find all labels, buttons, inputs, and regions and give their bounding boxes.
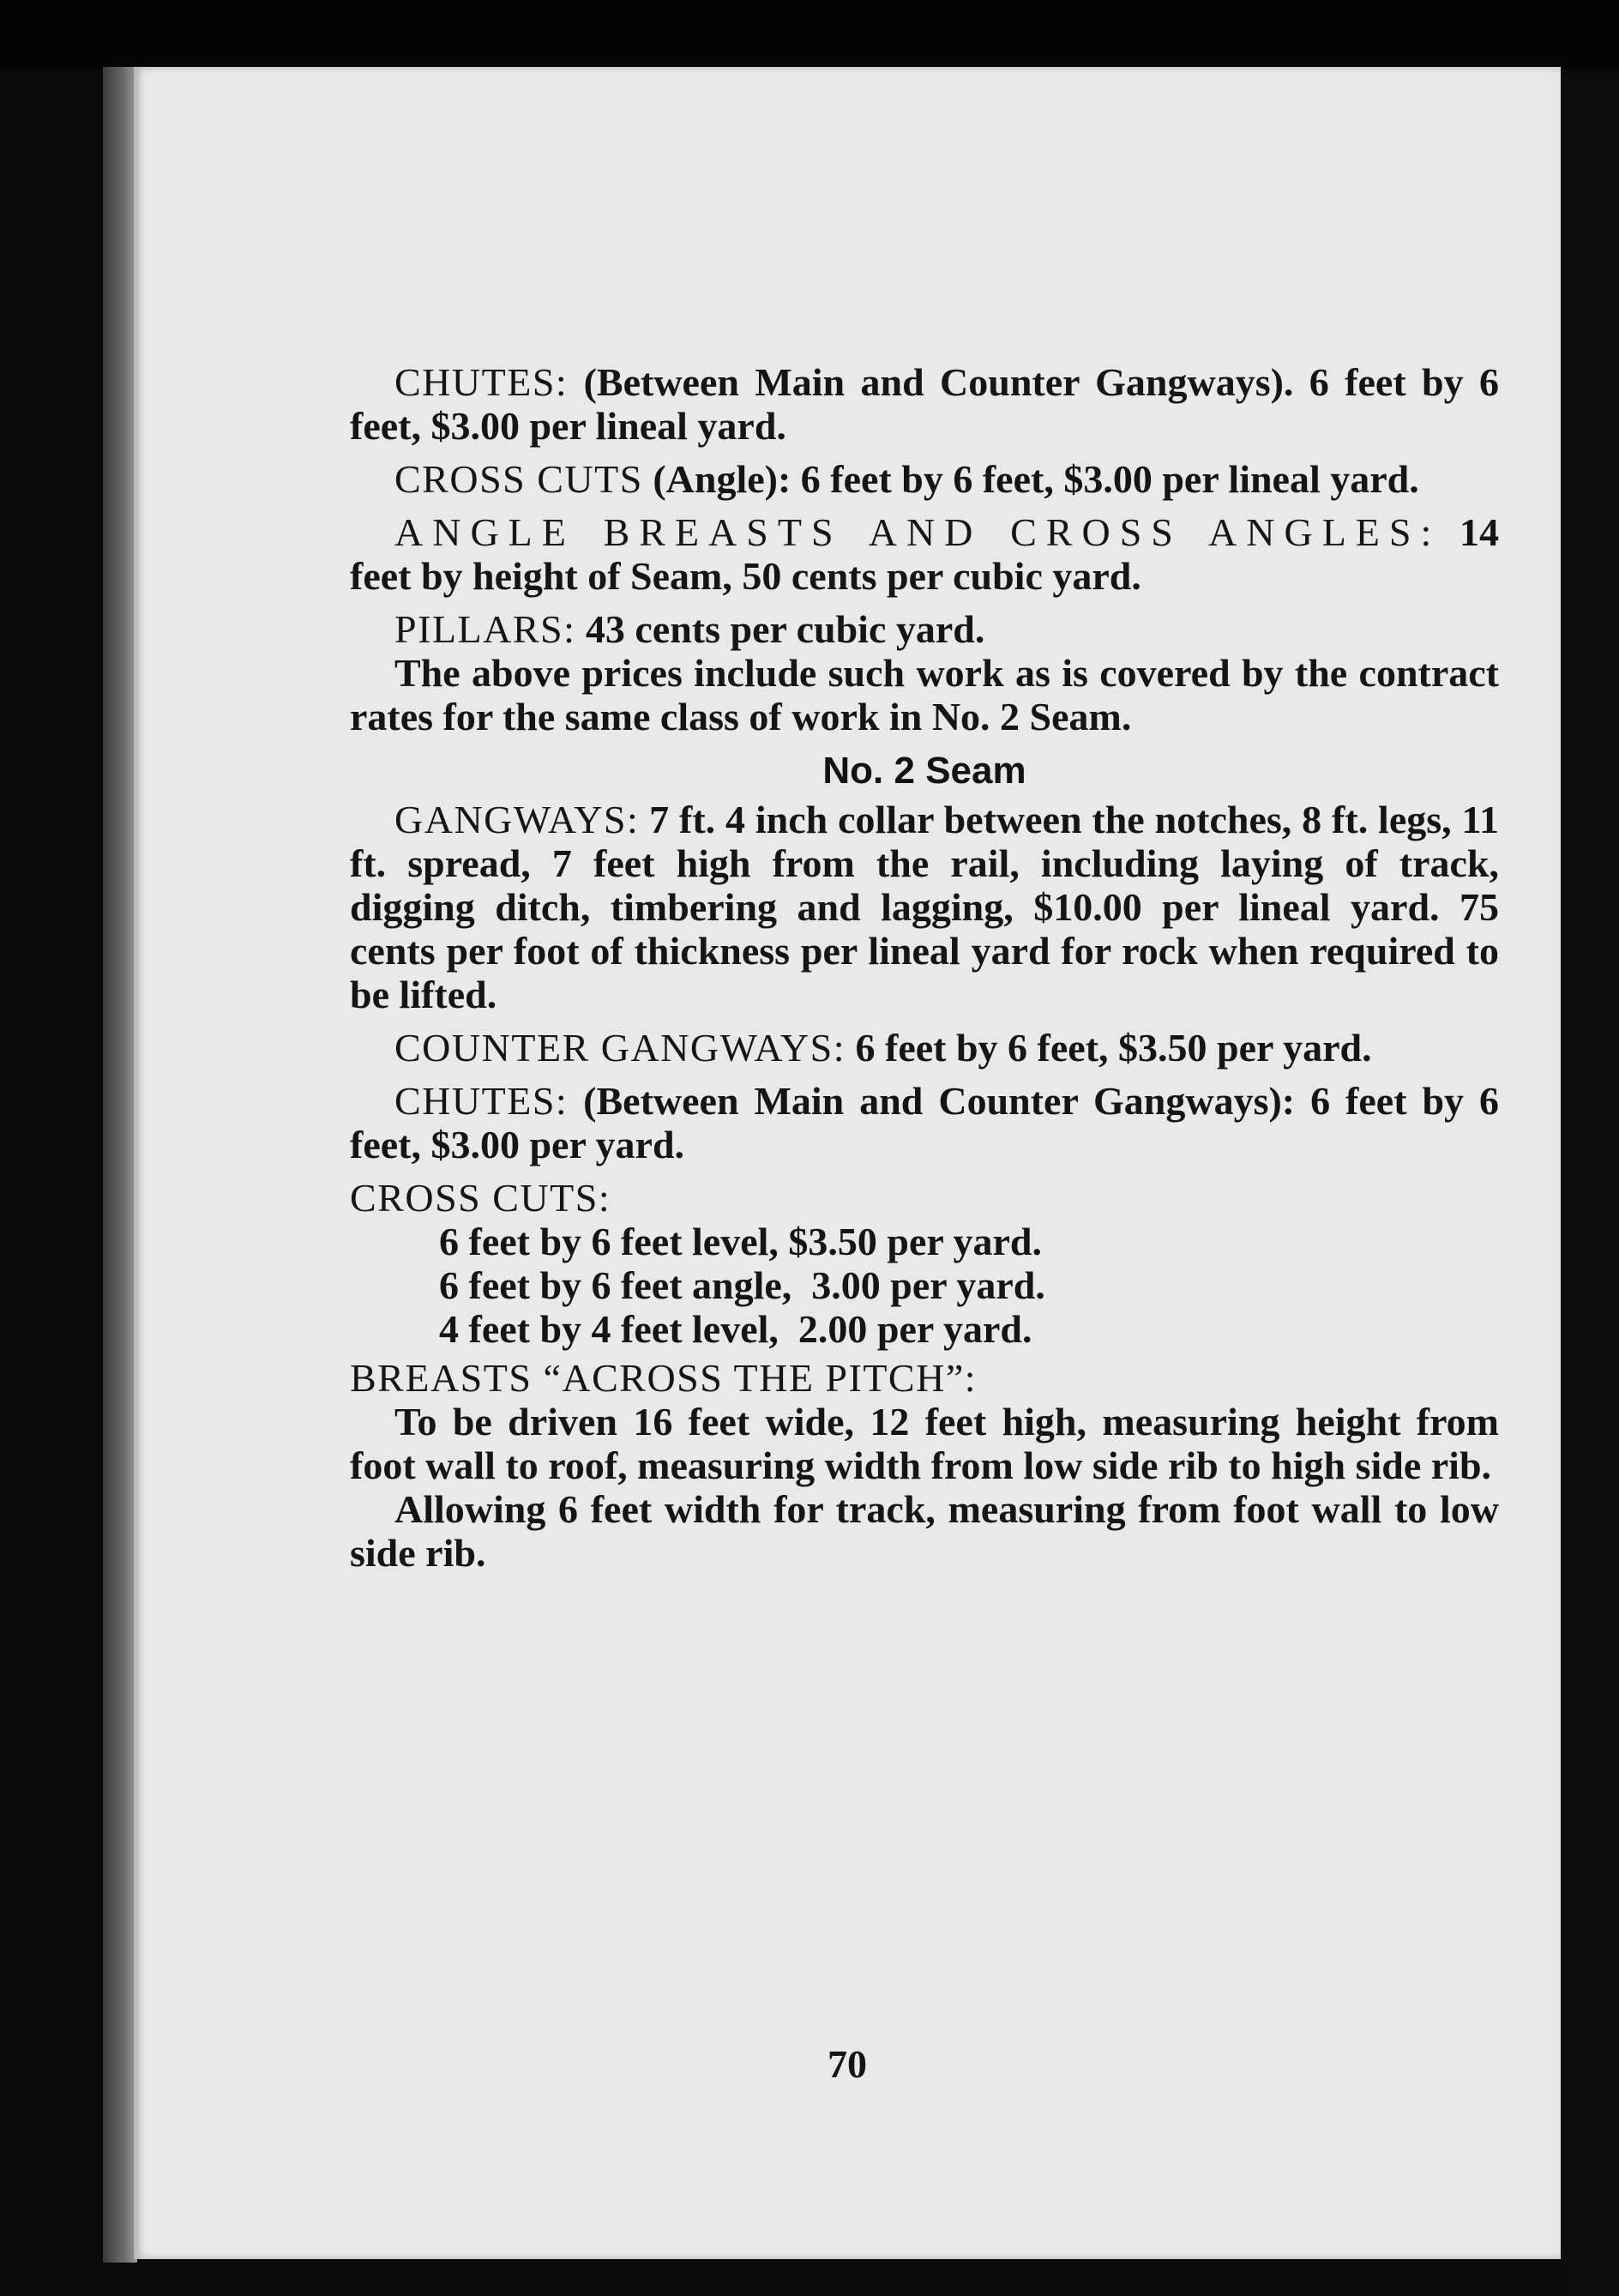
paragraph-body: (Angle): 6 feet by 6 feet, $3.00 per lineal yard. xyxy=(653,457,1419,501)
book-binding-edge xyxy=(103,67,137,2263)
paragraph-lead: CHUTES: xyxy=(394,1079,569,1123)
paragraph-body: 43 cents per cubic yard. xyxy=(585,607,985,651)
paragraph-body: 7 ft. 4 inch collar between the notches, 8 ft. legs, 11 ft. spread, 7 feet high from the rail, including laying of track, digging ditch, timbering and lagging, $10.00 per lineal yard. 75 cents per foot of thickness per lineal yard for rock when required to be lifted. xyxy=(350,798,1499,1016)
rate-line: 6 feet by 6 feet level, $3.50 per yard. xyxy=(439,1220,1043,1263)
paragraph-counter-gangways xyxy=(350,1026,1499,1070)
paragraph-chutes-upper xyxy=(350,360,1499,448)
paragraph-chutes xyxy=(350,1079,1499,1166)
cross-cuts-rate-list xyxy=(350,1220,1499,1351)
paragraph-lead: PILLARS: xyxy=(394,607,576,651)
paragraph-body: 14 feet by height of Seam, 50 cents per cubic yard. xyxy=(350,510,1500,598)
rate-line: 6 feet by 6 feet angle, 3.00 per yard. xyxy=(439,1263,1045,1307)
cross-cuts-heading: CROSS CUTS: xyxy=(350,1176,611,1220)
section-heading: No. 2 Seam xyxy=(822,750,1026,792)
rate-line: 4 feet by 4 feet level, 2.00 per yard. xyxy=(439,1307,1032,1351)
paragraph-lead: CROSS CUTS xyxy=(394,457,643,501)
scanner-border-right xyxy=(1561,77,1619,2296)
paragraph-lead: CHUTES: xyxy=(394,360,569,404)
paragraph-lead: ANGLE BREASTS AND CROSS ANGLES: xyxy=(394,510,1441,554)
paragraph-cross-cuts-angle xyxy=(350,457,1499,501)
paragraph-angle-breasts xyxy=(350,510,1499,598)
paragraph-lead: GANGWAYS: xyxy=(394,798,640,841)
paragraph-body: (Between Main and Counter Gangways). 6 feet by 6 feet, $3.00 per lineal yard. xyxy=(350,360,1500,448)
paragraph-note: The above prices include such work as is covered by the contract rates for the same class of work in No. 2 Seam. xyxy=(350,651,1499,738)
paragraph-breasts-width: To be driven 16 feet wide, 12 feet high, measuring height from foot wall to roof, measuring width from low side rib to high side rib. xyxy=(350,1400,1499,1487)
paragraph-gangways xyxy=(350,798,1499,1016)
paragraph-pillars xyxy=(350,607,1499,651)
paragraph-body: (Between Main and Counter Gangways): 6 feet by 6 feet, $3.00 per yard. xyxy=(350,1079,1500,1166)
page-text xyxy=(350,360,1499,1584)
paragraph-body: 6 feet by 6 feet, $3.50 per yard. xyxy=(855,1026,1372,1070)
paragraph-lead: COUNTER GANGWAYS: xyxy=(394,1026,846,1070)
page-number: 70 xyxy=(828,2042,867,2086)
paragraph-breasts-track: Allowing 6 feet width for track, measuring from foot wall to low side rib. xyxy=(350,1487,1499,1575)
breasts-heading: BREASTS “ACROSS THE PITCH”: xyxy=(350,1356,978,1400)
scanner-border-top xyxy=(0,0,1619,69)
